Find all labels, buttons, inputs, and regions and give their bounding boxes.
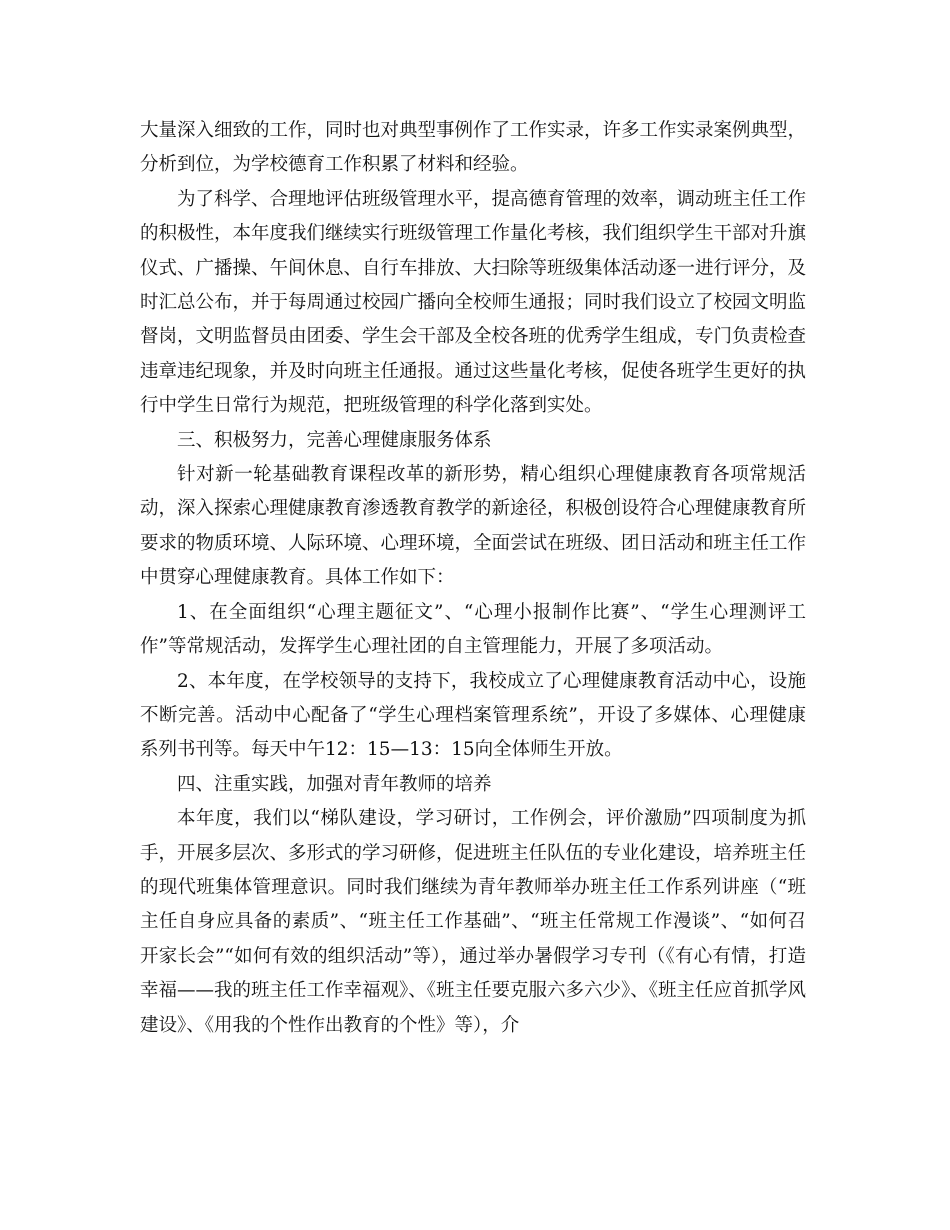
paragraph-mental-health-intro: 针对新一轮基础教育课程改革的新形势，精心组织心理健康教育各项常规活动，深入探索心理健康教育渗透教育教学的新途径，积极创设符合心理健康教育所要求的物质环境、人际环境、心理环境，全面尝试在班级、团日活动和班主任工作中贯穿心理健康教育。具体工作如下：: [140, 464, 807, 589]
list-item-2: 2、本年度，在学校领导的支持下，我校成立了心理健康教育活动中心，设施不断完善。活动中心配备了“学生心理档案管理系统”，开设了多媒体、心理健康系列书刊等。每天中午12：15—13：15向全体师生开放。: [140, 670, 806, 761]
paragraph-continued: 大量深入细致的工作，同时也对典型事例作了工作实录，许多工作实录案例典型，分析到位，为学校德育工作积累了材料和经验。: [140, 120, 807, 176]
list-item-1: 1、在全面组织“心理主题征文”、“心理小报制作比赛”、“学生心理测评工作”等常规活动，发挥学生心理社团的自主管理能力，开展了多项活动。: [140, 601, 806, 658]
document-body: [140, 114, 806, 1043]
section-heading-young-teachers: 四、注重实践，加强对青年教师的培养: [177, 773, 492, 795]
paragraph-class-assessment: 为了科学、合理地评估班级管理水平，提高德育管理的效率，调动班主任工作的积极性，本年度我们继续实行班级管理工作量化考核，我们组织学生干部对升旗仪式、广播操、午间休息、自行车排放、大扫除等班级集体活动逐一进行评分，及时汇总公布，并于每周通过校园广播向全校师生通报；同时我们设立了校园文明监督岗，文明监督员由团委、学生会干部及全校各班的优秀学生组成，专门负责检查违章违纪现象，并及时向班主任通报。通过这些量化考核，促使各班学生更好的执行中学生日常行为规范，把班级管理的科学化落到实处。: [140, 188, 807, 417]
paragraph-young-teachers: 本年度，我们以“梯队建设，学习研讨，工作例会，评价激励”四项制度为抓手，开展多层次、多形式的学习研修，促进班主任队伍的专业化建设，培养班主任的现代班集体管理意识。同时我们继续为青年教师举办班主任工作系列讲座（“班主任自身应具备的素质”、“班主任工作基础”、“班主任常规工作漫谈”、“如何召开家长会”“如何有效的组织活动”等），通过举办暑假学习专刊（《有心有情，打造幸福——我的班主任工作幸福观》、《班主任要克服六多六少》、《班主任应首抓学风建设》、《用我的个性作出教育的个性》等），介: [140, 808, 807, 1036]
section-heading-mental-health: 三、积极努力，完善心理健康服务体系: [177, 429, 492, 451]
